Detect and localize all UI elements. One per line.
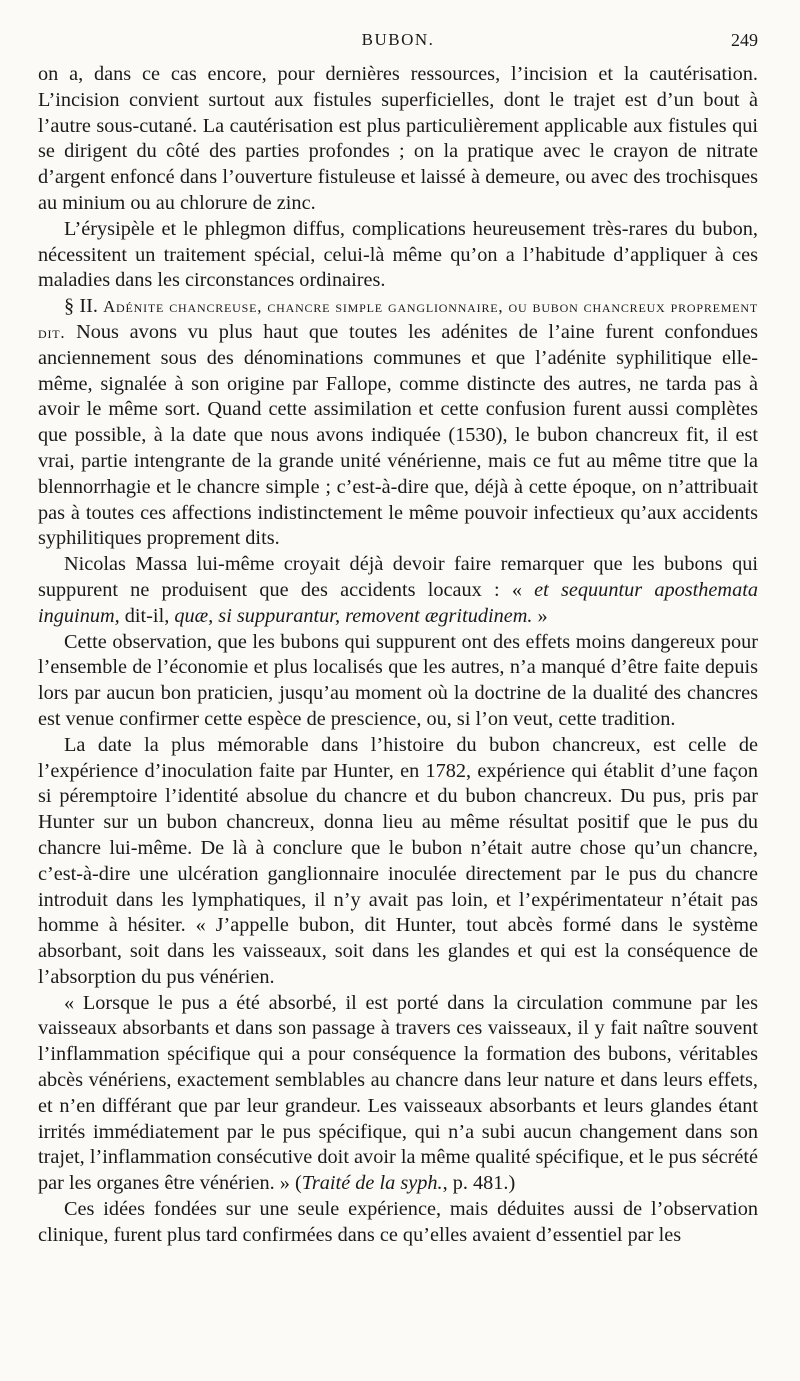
paragraph-3-section: [38, 294, 758, 552]
paragraph-4-mid: dit-il,: [119, 604, 175, 627]
paragraph-6: La date la plus mémorable dans l’histoire du bubon chancreux, est celle de l’expérience d’inoculation faite par Hunter, en 1782, expérience qui établit d’une façon si péremptoire l’identité absolue du chancre et du bubon chancreux. Du pus, pris par Hunter sur un bubon chancreux, donna lieu au même résultat positif que le pus du chancre lui-même. De là à conclure que le bubon n’était autre chose qu’un chancre, c’est-à-dire une ulcération ganglionnaire inoculée directement par le pus du chancre introduit dans les lymphatiques, il n’y avait pas loin, et l’expérimentateur n’était pas homme à hésiter. « J’appelle bubon, dit Hunter, tout abcès formé dans le système absorbant, soit dans les vaisseaux, soit dans les glandes et qui est la conséquence de l’absorption du pus vénérien.: [38, 733, 758, 988]
section-text: Nous avons vu plus haut que toutes les adénites de l’aine furent confondues anciennement sous des dénominations communes et que l’adénite syphilitique elle-même, signalée à son origine par Fallope, comme distincte des autres, ne tarda pas à avoir le même sort. Quand cette assimilation et cette confusion furent aussi complètes que possible, à la date que nous avons indiquée (1530), le bubon chancreux fit, il est vrai, partie intengrante de la grande unité vénérienne, mais ce fut au même titre que la blennorrhagie et le chancre simple ; c’est-à-dire que, déjà à cette époque, on n’attribuait pas à toutes ces affections indistinctement le même pouvoir infectieux qu’aux accidents syphilitiques proprement dits.: [38, 320, 758, 550]
section-number: § II.: [64, 295, 98, 318]
running-title: BUBON.: [361, 30, 435, 49]
body-text: [38, 62, 758, 1249]
paragraph-2: L’érysipèle et le phlegmon diffus, complications heureusement très-rares du bubon, nécessitent un traitement spécial, celui-là même qu’on a l’habitude d’appliquer à ces maladies dans les circonstances ordinaires.: [38, 217, 758, 292]
paragraph-5: Cette observation, que les bubons qui suppurent ont des effets moins dangereux pour l’ensemble de l’économie et plus localisés que les autres, n’a manqué d’être faite depuis lors par aucun bon praticien, jusqu’au moment où la doctrine de la dualité des chancres est venue confirmer cette espèce de prescience, ou, si l’on veut, cette tradition.: [38, 630, 758, 730]
paragraph-4-end: »: [532, 604, 548, 627]
page-number: 249: [731, 30, 758, 50]
paragraph-7: [38, 991, 758, 1197]
paragraph-8: Ces idées fondées sur une seule expérience, mais déduites aussi de l’observation clinique, furent plus tard confirmées dans ce qu’elles avaient d’essentiel par les: [38, 1198, 758, 1246]
paragraph-4-text: Nicolas Massa lui-même croyait déjà devoir faire remarquer que les bubons qui suppurent ne produisent que des accidents locaux : «: [38, 553, 758, 601]
paragraph-7-text: « Lorsque le pus a été absorbé, il est porté dans la circulation commune par les vaisseaux absorbants et dans son passage à travers ces vaisseaux, il y fait naître souvent l’inflammation spécifique qui a pour conséquence la formation des bubons, véritables abcès vénériens, exactement semblables au chancre dans leur nature et dans leurs effets, et n’en différant que par leur grandeur. Les vaisseaux absorbants et leurs glandes étant irrités immédiatement par le pus spécifique, qui n’a subi aucun changement dans son trajet, l’inflammation consécutive doit avoir la même qualité spécifique, et le pus sécrété par les organes être vénérien. » (: [38, 991, 758, 1195]
citation-page: , p. 481.): [442, 1172, 516, 1195]
citation-title: Traité de la syph.: [301, 1172, 443, 1195]
paragraph-1: on a, dans ce cas encore, pour dernières ressources, l’incision et la cautérisation. L’incision convient surtout aux fistules superficielles, dont le trajet est d’un bout à l’autre sous-cutané. La cautérisation est plus particulièrement applicable aux fistules qui se dirigent du côté des parties profondes ; on la pratique avec le crayon de nitrate d’argent enfoncé dans l’ouverture fistuleuse et laissé à demeure, ou avec des trochisques au minium ou au chlorure de zinc.: [38, 63, 758, 214]
running-head: [38, 30, 758, 58]
paragraph-4: [38, 552, 758, 629]
latin-quote-1: et sequuntur aposthemata inguinum,: [38, 578, 758, 627]
latin-quote-2: quæ, si suppurantur, removent ægritudinem.: [174, 604, 533, 627]
section-heading: Adénite chancreuse, chancre simple ganglionnaire, ou bubon chancreux proprement dit.: [38, 297, 758, 342]
